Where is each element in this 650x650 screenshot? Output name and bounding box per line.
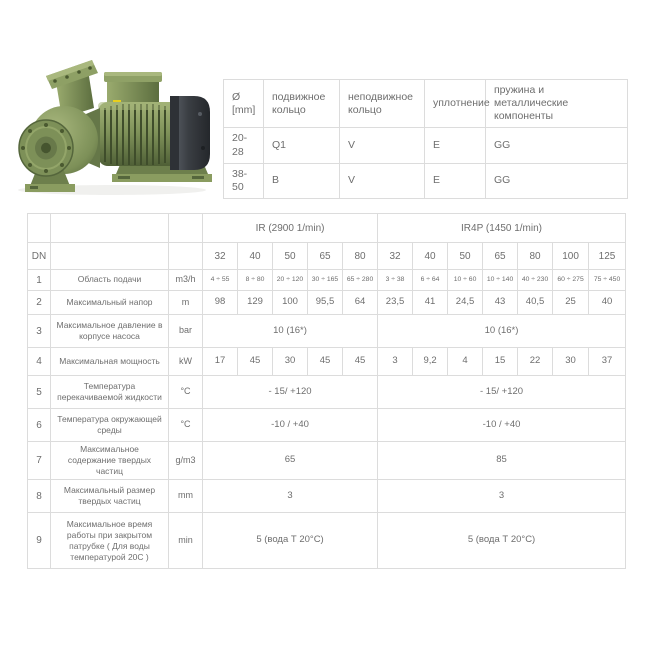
- value-cell-ir4p: 5 (вода Т 20°C): [378, 513, 626, 569]
- dn-label: DN: [28, 243, 51, 270]
- value-cell: 43: [483, 291, 518, 315]
- value-cell: 95,5: [308, 291, 343, 315]
- value-cell-ir4p: 10 (16*): [378, 315, 626, 348]
- pump-image: [4, 56, 218, 198]
- value-cell: 4 ÷ 55: [203, 270, 238, 291]
- spec-row-ambient-temperature: 6 Температура окружающей среды °C -10 / +40 -10 / +40: [28, 409, 626, 442]
- value-cell: 100: [273, 291, 308, 315]
- seal-header-rotating-ring: подвижное кольцо: [264, 80, 340, 128]
- dn-value: 40: [413, 243, 448, 270]
- spec-row-max-head: 2 Максимальный напор m 98 129 100 95,5 64 23,5 41 24,5 43 40,5 25 40: [28, 291, 626, 315]
- seal-cell: E: [425, 163, 486, 198]
- group-header-ir: IR (2900 1/min): [203, 214, 378, 243]
- spec-group-header-row: [28, 214, 626, 243]
- dn-value: 32: [378, 243, 413, 270]
- value-cell: 25: [553, 291, 589, 315]
- dn-value: 80: [518, 243, 553, 270]
- value-cell: 30: [553, 348, 589, 376]
- value-cell: 60 ÷ 275: [553, 270, 589, 291]
- dn-value: 50: [273, 243, 308, 270]
- value-cell: 20 ÷ 120: [273, 270, 308, 291]
- seal-material-table: [223, 79, 628, 199]
- value-cell: 10 ÷ 140: [483, 270, 518, 291]
- value-cell: 9,2: [413, 348, 448, 376]
- value-cell: 40: [589, 291, 626, 315]
- value-cell: 10 ÷ 60: [448, 270, 483, 291]
- value-cell: 45: [308, 348, 343, 376]
- value-cell-ir: - 15/ +120: [203, 376, 378, 409]
- seal-table-row: [224, 163, 628, 198]
- value-cell: 64: [343, 291, 378, 315]
- value-cell: 30 ÷ 165: [308, 270, 343, 291]
- spec-row-max-solids-size: 8 Максимальный размер твердых частиц mm 3 3: [28, 480, 626, 513]
- seal-cell: E: [425, 128, 486, 163]
- dn-value: 65: [308, 243, 343, 270]
- seal-cell: GG: [486, 163, 628, 198]
- value-cell-ir4p: 3: [378, 480, 626, 513]
- dn-value: 65: [483, 243, 518, 270]
- value-cell: 129: [238, 291, 273, 315]
- value-cell: 23,5: [378, 291, 413, 315]
- seal-cell: GG: [486, 128, 628, 163]
- value-cell-ir4p: - 15/ +120: [378, 376, 626, 409]
- seal-cell: 20-28: [224, 128, 264, 163]
- dn-value: 32: [203, 243, 238, 270]
- seal-header-diameter: Ø [mm]: [224, 80, 264, 128]
- value-cell: 45: [343, 348, 378, 376]
- value-cell: 37: [589, 348, 626, 376]
- value-cell: 8 ÷ 80: [238, 270, 273, 291]
- spec-row-flow-range: 1 Область подачи m3/h 4 ÷ 55 8 ÷ 80 20 ÷ 120 30 ÷ 165 65 ÷ 280 3 ÷ 38 6 ÷ 64 10 ÷ 60 10 ÷ 140 40 ÷ 230 60 ÷ 275 75 ÷ 450: [28, 270, 626, 291]
- group-header-ir4p: IR4P (1450 1/min): [378, 214, 626, 243]
- seal-cell: V: [340, 128, 425, 163]
- seal-cell: Q1: [264, 128, 340, 163]
- spec-row-max-pressure: 3 Максимальное давление в корпусе насоса bar 10 (16*) 10 (16*): [28, 315, 626, 348]
- dn-value: 40: [238, 243, 273, 270]
- dn-value: 125: [589, 243, 626, 270]
- front-flange: [19, 120, 73, 176]
- value-cell: 22: [518, 348, 553, 376]
- spec-row-liquid-temperature: 5 Температура перекачиваемой жидкости °C - 15/ +120 - 15/ +120: [28, 376, 626, 409]
- value-cell: 17: [203, 348, 238, 376]
- value-cell-ir: 65: [203, 442, 378, 480]
- value-cell: 41: [413, 291, 448, 315]
- spec-table: [27, 213, 626, 569]
- value-cell: 15: [483, 348, 518, 376]
- value-cell: 30: [273, 348, 308, 376]
- spec-row-max-closed-valve-time: 9 Максимальное время работы при закрытом патрубке ( Для воды температурой 20С ) min 5 (вода Т 20°C) 5 (вода Т 20°C): [28, 513, 626, 569]
- seal-header-spring: пружина и металлические компоненты: [486, 80, 628, 128]
- value-cell: 75 ÷ 450: [589, 270, 626, 291]
- pump-illustration: [4, 56, 218, 198]
- value-cell: 98: [203, 291, 238, 315]
- fan-cover: [170, 96, 210, 170]
- value-cell-ir: -10 / +40: [203, 409, 378, 442]
- value-cell: 3: [378, 348, 413, 376]
- value-cell-ir4p: 85: [378, 442, 626, 480]
- value-cell: 40,5: [518, 291, 553, 315]
- spec-dn-row: [28, 243, 626, 270]
- spec-row-max-solids-content: 7 Максимальное содержание твердых частиц g/m3 65 85: [28, 442, 626, 480]
- value-cell: 65 ÷ 280: [343, 270, 378, 291]
- value-cell: 45: [238, 348, 273, 376]
- dn-value: 50: [448, 243, 483, 270]
- dn-value: 100: [553, 243, 589, 270]
- seal-cell: 38-50: [224, 163, 264, 198]
- value-cell-ir4p: -10 / +40: [378, 409, 626, 442]
- seal-header-seal: уплотнение: [425, 80, 486, 128]
- value-cell: 40 ÷ 230: [518, 270, 553, 291]
- seal-cell: B: [264, 163, 340, 198]
- value-cell-ir: 3: [203, 480, 378, 513]
- value-cell: 3 ÷ 38: [378, 270, 413, 291]
- seal-table-row: [224, 128, 628, 163]
- value-cell-ir: 5 (вода Т 20°C): [203, 513, 378, 569]
- value-cell-ir: 10 (16*): [203, 315, 378, 348]
- value-cell: 4: [448, 348, 483, 376]
- terminal-box: [104, 72, 162, 106]
- value-cell: 24,5: [448, 291, 483, 315]
- seal-header-stationary-ring: неподвижное кольцо: [340, 80, 425, 128]
- seal-table-header-row: [224, 80, 628, 128]
- seal-cell: V: [340, 163, 425, 198]
- dn-value: 80: [343, 243, 378, 270]
- value-cell: 6 ÷ 64: [413, 270, 448, 291]
- spec-row-max-power: 4 Максимальная мощность kW 17 45 30 45 45 3 9,2 4 15 22 30 37: [28, 348, 626, 376]
